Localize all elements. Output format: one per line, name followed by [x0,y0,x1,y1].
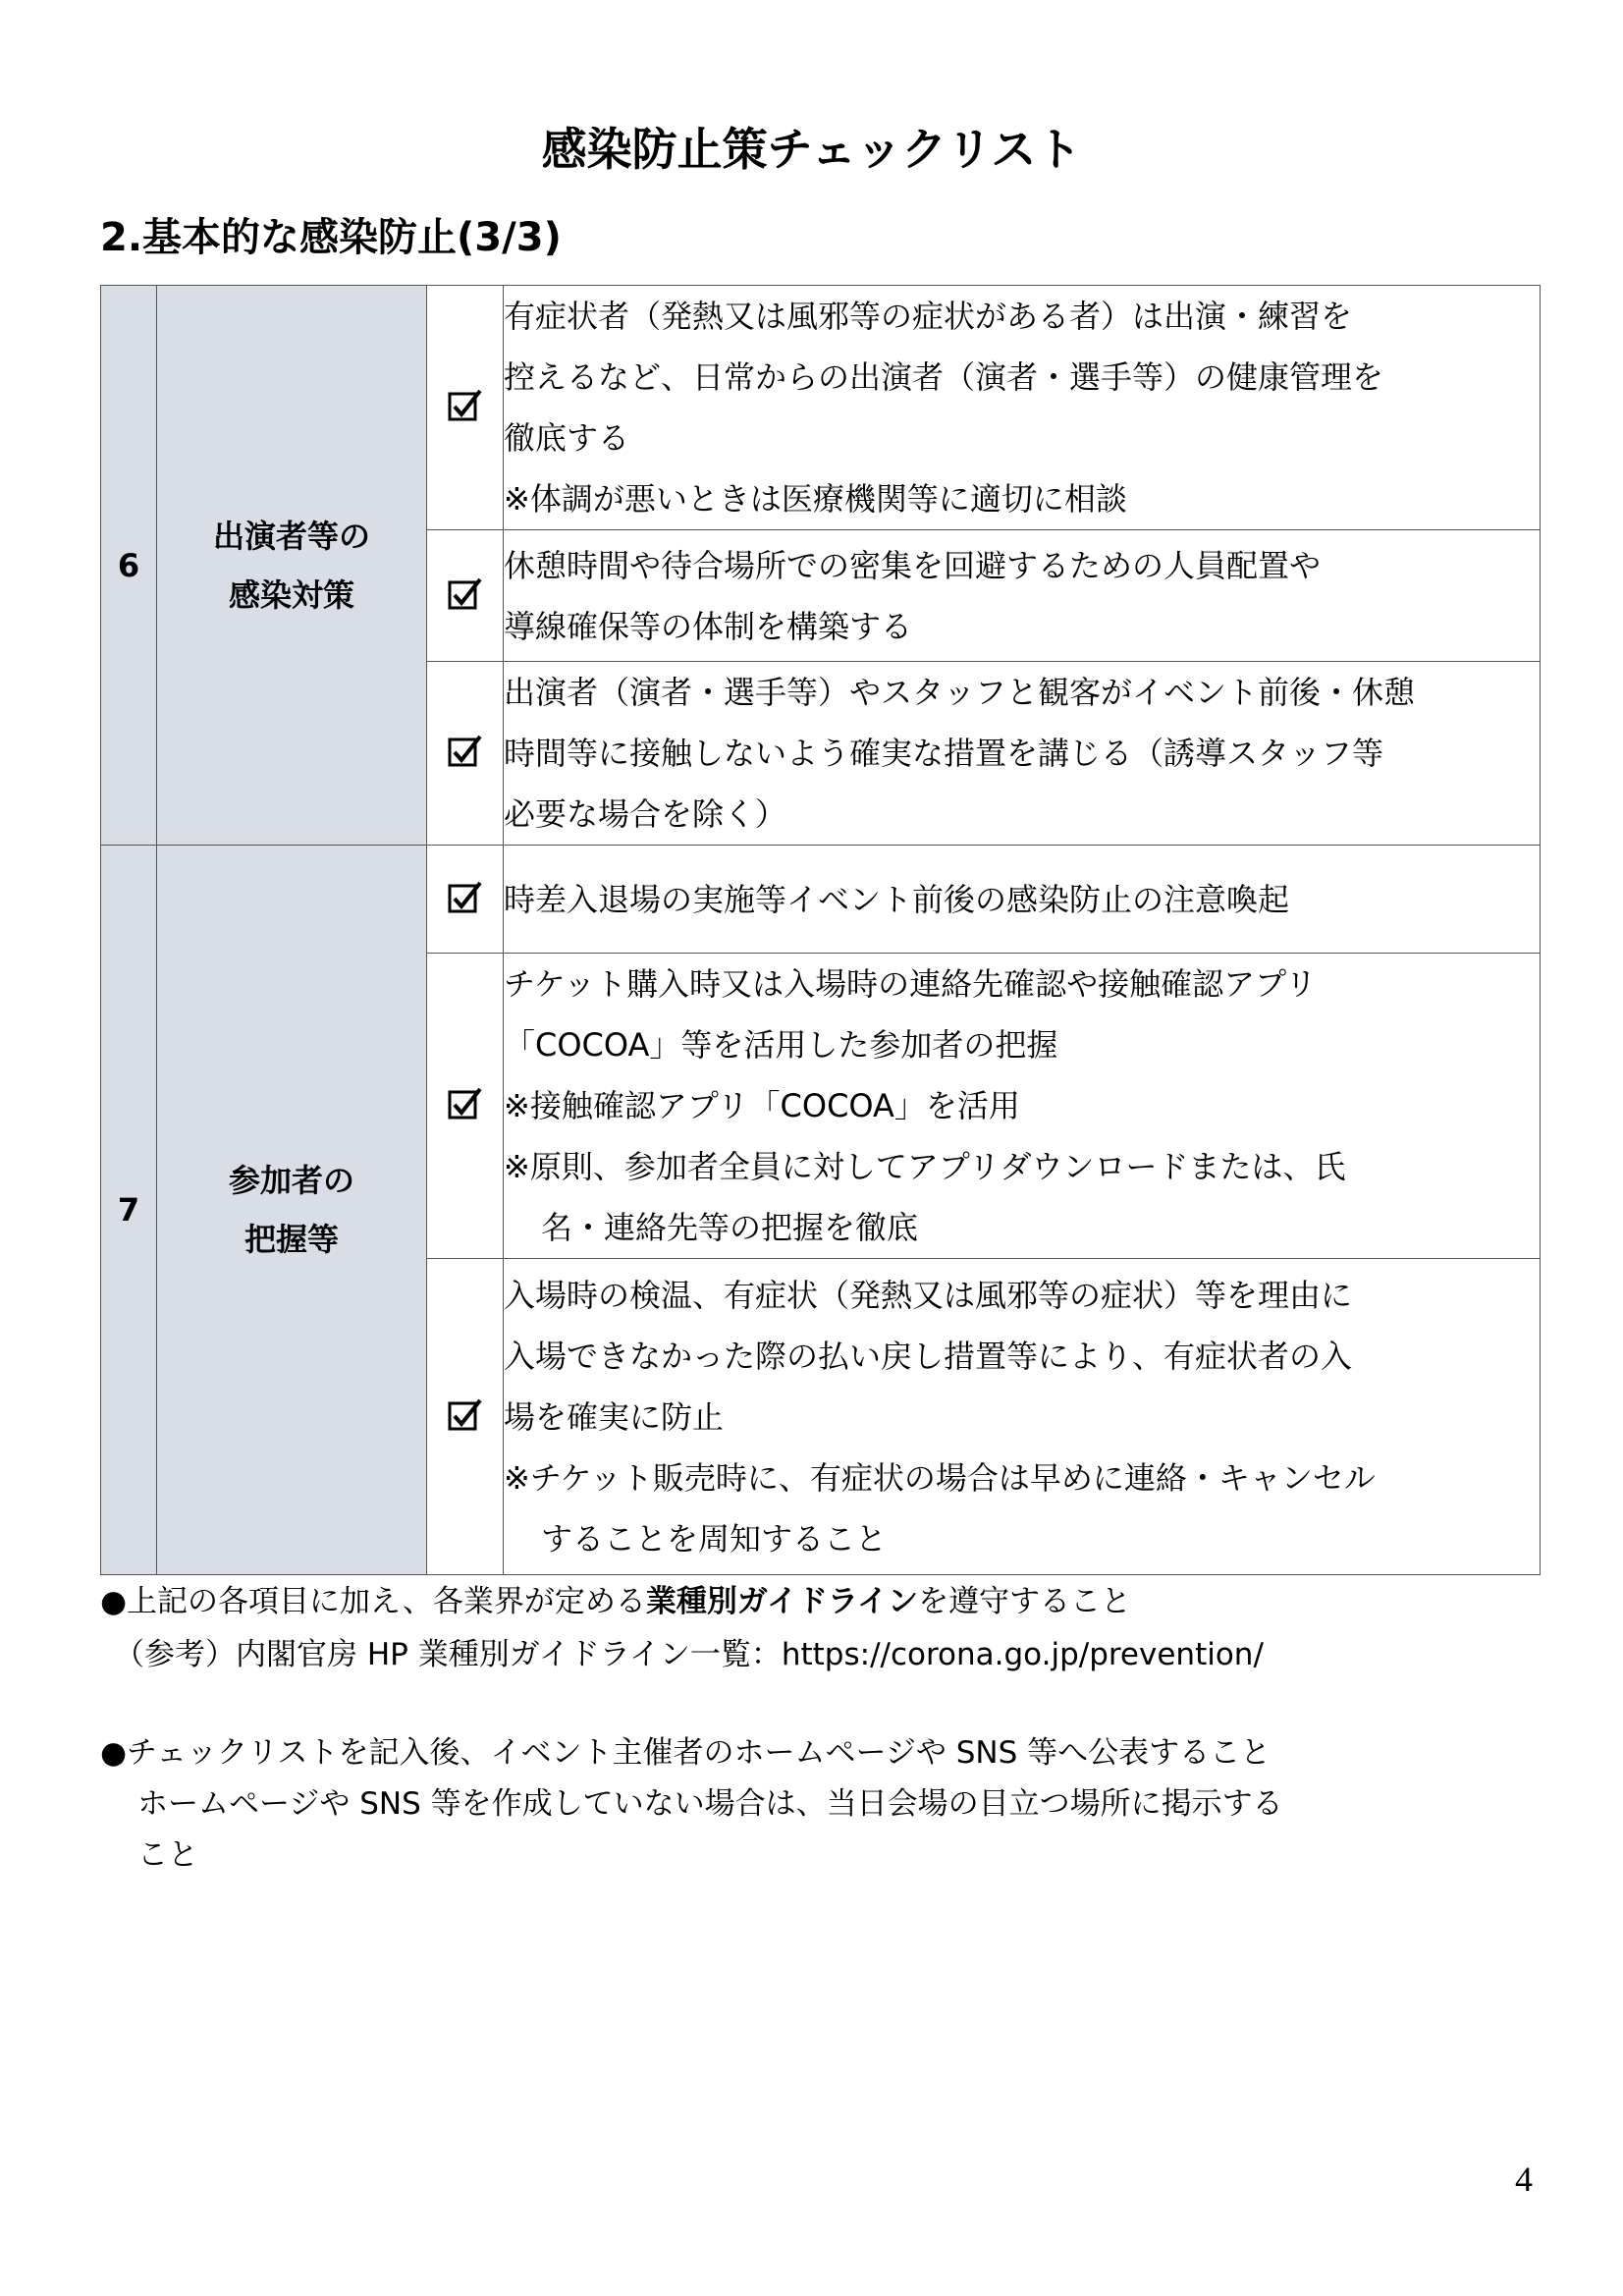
checkbox[interactable] [427,954,504,1259]
checked-box-icon [448,880,483,915]
checklist-item: 出演者（演者・選手等）やスタッフと観客がイベント前後・休憩 時間等に接触しないよう確実な措置を講じる（誘導スタッフ等 必要な場合を除く） [504,662,1541,846]
checkbox[interactable] [427,846,504,954]
checked-box-icon [448,388,483,423]
checkbox[interactable] [427,530,504,662]
checkbox[interactable] [427,1259,504,1575]
page-number: 4 [1515,2159,1533,2199]
checklist-row-7 [101,846,1541,954]
note-text: を遵守すること [918,1584,1132,1619]
category-line: 感染対策 [228,575,354,614]
checklist-item: チケット購入時又は入場時の連絡先確認や接触確認アプリ 「COCOA」等を活用した参加者の把握 ※接触確認アプリ「COCOA」を活用 ※原則、参加者全員に対してアプリダウンロードまたは、氏 名・連絡先等の把握を徹底 [504,954,1541,1259]
row-number: 6 [101,286,157,846]
checked-box-icon [448,1086,483,1121]
note-publish-cont: ホームページや SNS 等を作成していない場合は、当日会場の目立つ場所に掲示する [137,1786,1283,1822]
checklist-item: 休憩時間や待合場所での密集を回避するための人員配置や 導線確保等の体制を構築する [504,530,1541,662]
checklist-table [100,285,1541,1575]
category-line: 参加者の [228,1162,354,1199]
note-publish: ●チェックリストを記入後、イベント主催者のホームページや SNS 等へ公表すること [100,1735,1271,1771]
category-line: 出演者等の [212,517,370,555]
checklist-item: 有症状者（発熱又は風邪等の症状がある者）は出演・練習を 控えるなど、日常からの出演者（演者・選手等）の健康管理を 徹底する ※体調が悪いときは医療機関等に適切に相談 [504,286,1541,530]
note-bold-text: 業種別ガイドライン [645,1584,919,1619]
checkbox[interactable] [427,286,504,530]
checklist-row-6 [101,286,1541,530]
checklist-item: 時差入退場の実施等イベント前後の感染防止の注意喚起 [504,846,1541,954]
row-category [157,846,427,1575]
checkbox[interactable] [427,662,504,846]
note-publish-cont: こと [137,1837,198,1873]
section-heading: 2.基本的な感染防止(3/3) [100,215,562,260]
row-number: 7 [101,846,157,1575]
page-title: 感染防止策チェックリスト [541,123,1082,176]
note-guidelines [100,1579,1131,1624]
note-text: ●上記の各項目に加え、各業界が定める [100,1584,646,1619]
checked-box-icon [448,1397,483,1433]
checked-box-icon [448,576,483,612]
row-category [157,286,427,846]
checked-box-icon [448,734,483,769]
category-line: 把握等 [243,1221,339,1258]
note-reference: （参考）内閣官房 HP 業種別ガイドライン一覧：https://corona.go.jp/prevention/ [114,1637,1264,1672]
checklist-item: 入場時の検温、有症状（発熱又は風邪等の症状）等を理由に 入場できなかった際の払い戻し措置等により、有症状者の入 場を確実に防止 ※チケット販売時に、有症状の場合は早めに連絡・キャンセル することを周知すること [504,1259,1541,1575]
